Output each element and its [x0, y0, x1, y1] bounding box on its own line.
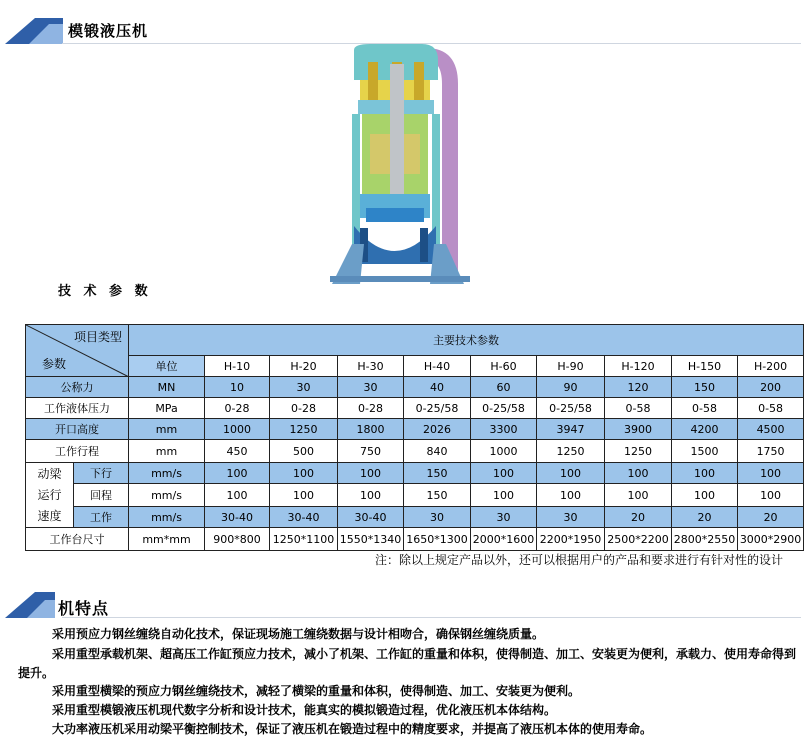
table-row	[26, 440, 804, 463]
row-unit: mm/s	[129, 463, 205, 484]
model-header: H-90	[537, 356, 605, 377]
value-cell: 30-40	[270, 507, 338, 528]
table-row	[26, 507, 804, 528]
section-triangle-icon	[5, 18, 63, 44]
value-cell: 1250*1100	[270, 528, 338, 551]
value-cell: 1800	[338, 419, 404, 440]
value-cell: 0-28	[270, 398, 338, 419]
value-cell: 100	[672, 484, 738, 507]
value-cell: 30	[471, 507, 537, 528]
value-cell: 10	[205, 377, 270, 398]
model-header: H-60	[471, 356, 537, 377]
value-cell: 30-40	[205, 507, 270, 528]
table-row	[26, 377, 804, 398]
unit-header: 单位	[129, 356, 205, 377]
value-cell: 150	[672, 377, 738, 398]
value-cell: 100	[471, 484, 537, 507]
model-header: H-20	[270, 356, 338, 377]
value-cell: 20	[672, 507, 738, 528]
table-note: 注：除以上规定产品以外，还可以根据用户的产品和要求进行有针对性的设计	[374, 553, 783, 567]
value-cell: 0-25/58	[537, 398, 605, 419]
value-cell: 3000*2900	[738, 528, 804, 551]
section-header-press	[0, 16, 809, 46]
value-cell: 30	[404, 507, 471, 528]
value-cell: 100	[270, 463, 338, 484]
value-cell: 120	[605, 377, 672, 398]
row-label: 工作	[74, 507, 129, 528]
model-header: H-150	[672, 356, 738, 377]
value-cell: 100	[605, 463, 672, 484]
section-title: 模锻液压机	[68, 22, 149, 40]
value-cell: 100	[738, 463, 804, 484]
value-cell: 150	[404, 463, 471, 484]
value-cell: 30	[338, 377, 404, 398]
model-header: H-30	[338, 356, 404, 377]
value-cell: 2000*1600	[471, 528, 537, 551]
feature-item	[18, 682, 796, 701]
section-header-features	[0, 590, 809, 620]
feature-text: 大功率液压机采用动梁平衡控制技术，保证了液压机在锻造过程中的精度要求，并提高了液压机本体的使用寿命。	[52, 722, 653, 736]
beam-label-line: 速度	[37, 508, 62, 523]
row-label: 下行	[74, 463, 129, 484]
value-cell: 0-58	[738, 398, 804, 419]
row-unit: mm/s	[129, 507, 205, 528]
value-cell: 1000	[205, 419, 270, 440]
value-cell: 750	[338, 440, 404, 463]
value-cell: 3300	[471, 419, 537, 440]
value-cell: 1750	[738, 440, 804, 463]
table-row	[26, 463, 804, 484]
value-cell: 4500	[738, 419, 804, 440]
beam-label-line: 运行	[37, 487, 62, 502]
value-cell: 100	[471, 463, 537, 484]
feature-item	[18, 720, 796, 739]
value-cell: 0-28	[338, 398, 404, 419]
feature-text: 采用重型横梁的预应力钢丝缠绕技术，减轻了横梁的重量和体积，使得制造、加工、安装更为便利。	[52, 684, 581, 698]
model-header: H-200	[738, 356, 804, 377]
value-cell: 20	[738, 507, 804, 528]
value-cell: 40	[404, 377, 471, 398]
value-cell: 1500	[672, 440, 738, 463]
feature-item	[18, 625, 796, 644]
value-cell: 0-28	[205, 398, 270, 419]
value-cell: 60	[471, 377, 537, 398]
models-row	[26, 356, 804, 377]
feature-item	[18, 645, 796, 683]
value-cell: 100	[605, 484, 672, 507]
value-cell: 840	[404, 440, 471, 463]
beam-label-line: 动梁	[37, 466, 62, 481]
section-title: 机特点	[58, 599, 110, 618]
value-cell: 20	[605, 507, 672, 528]
table-row	[26, 419, 804, 440]
press-machine-image	[330, 44, 480, 284]
section-rule	[62, 617, 801, 618]
value-cell: 1550*1340	[338, 528, 404, 551]
row-unit: MN	[129, 377, 205, 398]
value-cell: 100	[338, 463, 404, 484]
value-cell: 900*800	[205, 528, 270, 551]
main-header: 主要技术参数	[129, 325, 804, 356]
value-cell: 0-58	[605, 398, 672, 419]
value-cell: 3947	[537, 419, 605, 440]
value-cell: 30	[537, 507, 605, 528]
value-cell: 1650*1300	[404, 528, 471, 551]
spec-table	[25, 324, 804, 551]
table-row	[26, 398, 804, 419]
value-cell: 200	[738, 377, 804, 398]
value-cell: 4200	[672, 419, 738, 440]
value-cell: 90	[537, 377, 605, 398]
value-cell: 0-25/58	[471, 398, 537, 419]
row-unit: mm*mm	[129, 528, 205, 551]
model-header: H-120	[605, 356, 672, 377]
value-cell: 3900	[605, 419, 672, 440]
value-cell: 100	[270, 484, 338, 507]
value-cell: 100	[205, 484, 270, 507]
corner-bottom-label: 参数	[42, 357, 67, 371]
row-unit: mm	[129, 440, 205, 463]
value-cell: 500	[270, 440, 338, 463]
row-unit: MPa	[129, 398, 205, 419]
value-cell: 2026	[404, 419, 471, 440]
value-cell: 2800*2550	[672, 528, 738, 551]
table-row	[26, 484, 804, 507]
feature-text: 采用重型模锻液压机现代数字分析和设计技术，能真实的模拟锻造过程，优化液压机本体结构。	[52, 703, 557, 717]
model-header: H-40	[404, 356, 471, 377]
row-label: 回程	[74, 484, 129, 507]
value-cell: 100	[537, 463, 605, 484]
beam-speed-group-label	[26, 463, 74, 528]
value-cell: 1000	[471, 440, 537, 463]
row-label: 工作液体压力	[26, 398, 129, 419]
feature-item	[18, 701, 796, 720]
value-cell: 100	[672, 463, 738, 484]
table-corner-cell	[26, 325, 129, 377]
row-unit: mm/s	[129, 484, 205, 507]
value-cell: 100	[738, 484, 804, 507]
params-title: 技 术 参 数	[58, 284, 152, 299]
corner-top-label: 项目类型	[73, 330, 122, 344]
value-cell: 100	[338, 484, 404, 507]
row-unit: mm	[129, 419, 205, 440]
model-header: H-10	[205, 356, 270, 377]
row-label: 工作台尺寸	[26, 528, 129, 551]
feature-text: 采用预应力钢丝缠绕自动化技术，保证现场施工缠绕数据与设计相吻合，确保钢丝缠绕质量。	[52, 627, 545, 641]
value-cell: 150	[404, 484, 471, 507]
value-cell: 100	[537, 484, 605, 507]
value-cell: 1250	[605, 440, 672, 463]
row-label: 工作行程	[26, 440, 129, 463]
value-cell: 30	[270, 377, 338, 398]
table-row	[26, 528, 804, 551]
value-cell: 1250	[270, 419, 338, 440]
value-cell: 30-40	[338, 507, 404, 528]
value-cell: 0-58	[672, 398, 738, 419]
row-label: 开口高度	[26, 419, 129, 440]
feature-text: 采用重型承载机架、超高压工作缸预应力技术，减小了机架、工作缸的重量和体积，使得制造、加工、安装更为便利，承载力、使用寿命得到提升。	[18, 647, 797, 680]
value-cell: 100	[205, 463, 270, 484]
value-cell: 2200*1950	[537, 528, 605, 551]
row-label: 公称力	[26, 377, 129, 398]
value-cell: 0-25/58	[404, 398, 471, 419]
value-cell: 2500*2200	[605, 528, 672, 551]
value-cell: 1250	[537, 440, 605, 463]
value-cell: 450	[205, 440, 270, 463]
section-triangle-icon	[5, 592, 63, 618]
